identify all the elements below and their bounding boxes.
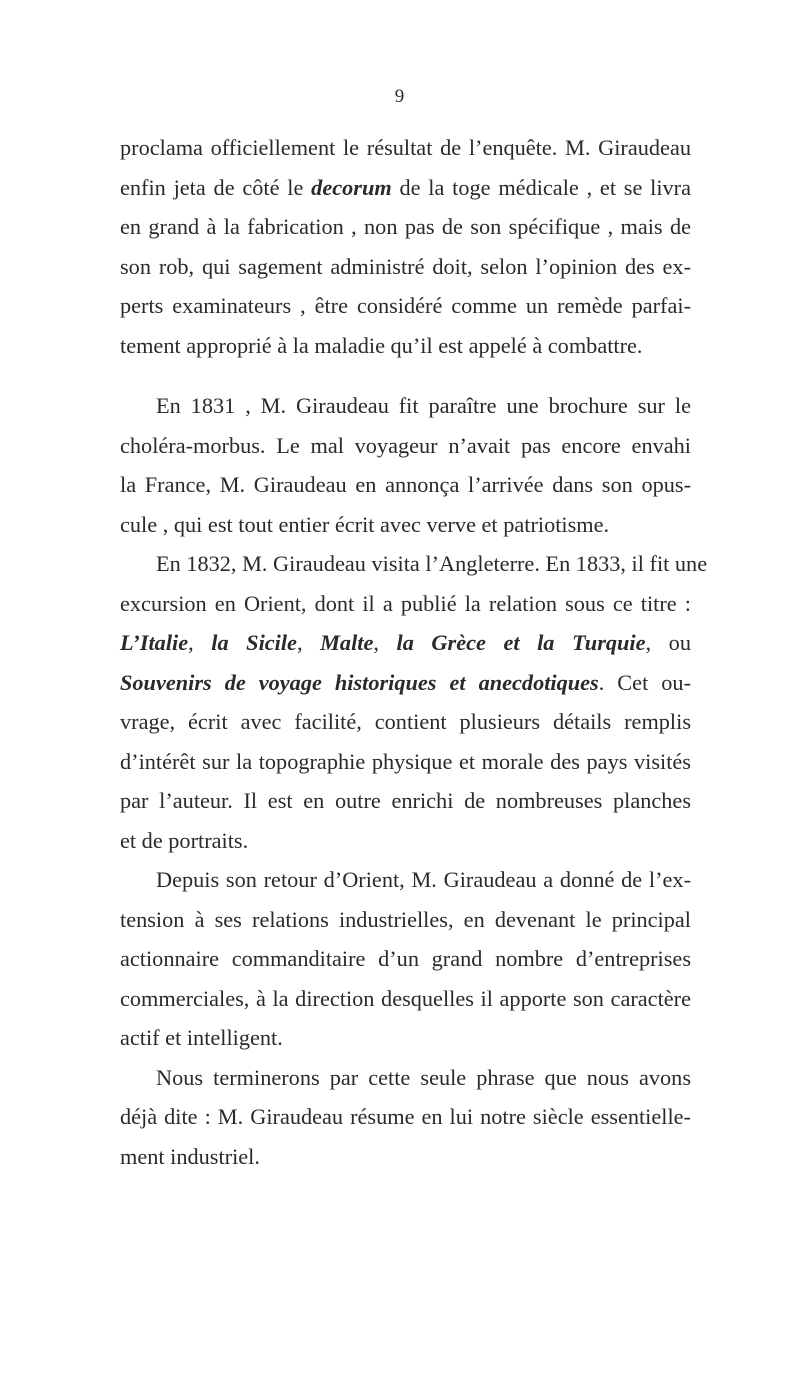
- text-line: [120, 1137, 691, 1177]
- text-run: enfin jeta de côté le: [120, 174, 312, 200]
- text-line: [120, 979, 691, 1019]
- italic-text: la Sicile: [211, 630, 297, 655]
- text-line: [120, 663, 691, 703]
- text-run: cule , qui est tout entier écrit avec verve et patriotisme.: [120, 511, 610, 537]
- italic-text: decorum: [311, 174, 392, 200]
- paragraph: [120, 860, 691, 1058]
- italic-text: la Grèce et la Turquie: [396, 630, 646, 655]
- italic-text: Souvenirs de voyage historiques et anecdotiques: [120, 669, 599, 695]
- text-run: la France, M. Giraudeau en annonça l’arrivée dans son opus-: [120, 472, 691, 497]
- text-line: [120, 900, 691, 940]
- text-run: ,: [188, 630, 212, 655]
- text-run: tension à ses relations industrielles, en devenant le principal: [120, 906, 691, 932]
- text-run: ,: [296, 630, 321, 655]
- text-line: [120, 939, 691, 979]
- text-run: vrage, écrit avec facilité, contient plusieurs détails remplis: [120, 709, 691, 734]
- text-run: son rob, qui sagement administré doit, selon l’opinion des ex-: [120, 253, 691, 279]
- text-run: excursion en Orient, dont il a publié la relation sous ce titre :: [120, 590, 691, 616]
- text-run: ,: [373, 630, 397, 655]
- text-run: commerciales, à la direction desquelles il apporte son caractère: [120, 985, 691, 1011]
- text-line: [120, 821, 691, 861]
- text-line: [120, 286, 691, 326]
- text-run: déjà dite : M. Giraudeau résume en lui notre siècle essentielle-: [120, 1104, 691, 1129]
- text-run: tement approprié à la maladie qu’il est appelé à combattre.: [120, 332, 643, 358]
- text-line: [120, 1097, 691, 1137]
- text-run: perts examinateurs , être considéré comme un remède parfai-: [120, 293, 691, 318]
- text-line: [120, 623, 691, 663]
- text-line: [120, 247, 691, 287]
- text-line: [120, 544, 708, 584]
- text-run: de la toge médicale , et se livra: [391, 174, 692, 200]
- text-line: [120, 1058, 691, 1098]
- text-run: Depuis son retour d’Orient, M. Giraudeau a donné de l’ex-: [156, 867, 691, 892]
- text-line: [120, 742, 691, 782]
- text-line: [120, 465, 691, 505]
- text-run: En 1832, M. Giraudeau visita l’Angleterre. En 1833, il fit une: [156, 551, 708, 576]
- body-text: [120, 128, 708, 1176]
- text-line: [120, 860, 691, 900]
- text-line: [120, 386, 691, 426]
- text-run: . Cet ou-: [598, 669, 691, 695]
- paragraph: [120, 1058, 691, 1177]
- text-run: d’intérêt sur la topographie physique et morale des pays visités: [120, 748, 691, 774]
- text-run: et de portraits.: [120, 827, 249, 853]
- text-run: actif et intelligent.: [120, 1025, 283, 1050]
- paragraph: [120, 544, 708, 860]
- text-line: [120, 1018, 691, 1058]
- text-run: ment industriel.: [120, 1143, 260, 1169]
- text-run: En 1831 , M. Giraudeau fit paraître une brochure sur le: [156, 393, 691, 418]
- text-line: [120, 207, 691, 247]
- text-run: choléra-morbus. Le mal voyageur n’avait pas encore envahi: [120, 432, 691, 458]
- text-line: [120, 505, 691, 545]
- text-line: [120, 584, 691, 624]
- text-run: actionnaire commanditaire d’un grand nombre d’entreprises: [120, 946, 691, 971]
- text-run: par l’auteur. Il est en outre enrichi de nombreuses planches: [120, 788, 691, 813]
- paragraph: [120, 128, 691, 365]
- text-line: [120, 128, 691, 168]
- text-run: en grand à la fabrication , non pas de son spécifique , mais de: [120, 214, 691, 239]
- italic-text: Malte: [320, 630, 374, 655]
- text-run: , ou: [645, 630, 691, 655]
- text-run: Nous terminerons par cette seule phrase que nous avons: [156, 1064, 691, 1090]
- text-run: proclama officiellement le résultat de l’enquête. M. Giraudeau: [120, 135, 691, 160]
- italic-text: L’Italie: [120, 630, 189, 655]
- paragraph: [120, 386, 691, 544]
- text-line: [120, 426, 691, 466]
- paragraph-gap: [120, 365, 691, 386]
- page-number: 9: [394, 86, 406, 107]
- text-line: [120, 326, 691, 366]
- text-line: [120, 781, 691, 821]
- text-line: [120, 702, 691, 742]
- text-line: [120, 168, 691, 208]
